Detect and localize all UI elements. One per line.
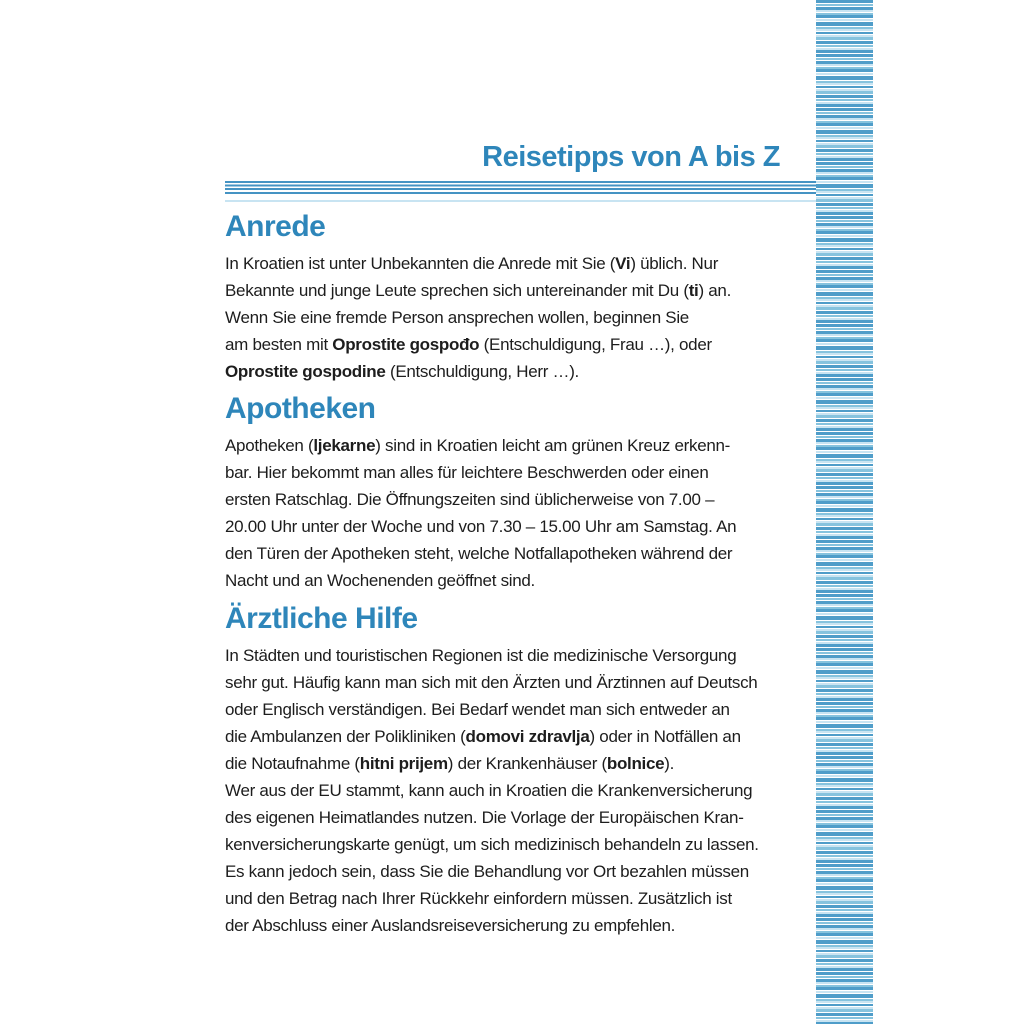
decorative-stripe-band — [816, 0, 873, 1024]
header-rule — [225, 181, 816, 195]
text-line: die Notaufnahme (hitni prijem) der Krankenhäuser (bolnice). — [225, 754, 675, 773]
text-line: kenversicherungskarte genügt, um sich medizinisch behandeln zu lassen. — [225, 835, 759, 854]
text-line: In Städten und touristischen Regionen ist die medizinische Versorgung — [225, 646, 737, 665]
section-apotheken — [225, 392, 816, 594]
section-aerztliche-hilfe — [225, 602, 816, 939]
text-line: die Ambulanzen der Polikliniken (domovi zdravlja) oder in Notfällen an — [225, 727, 741, 746]
text-line: Apotheken (ljekarne) sind in Kroatien leicht am grünen Kreuz erkenn- — [225, 436, 731, 455]
text-line: Wer aus der EU stammt, kann auch in Kroatien die Krankenversicherung — [225, 781, 753, 800]
paragraph — [225, 432, 816, 594]
header-rule-faint-line — [225, 200, 816, 202]
text-line: ersten Ratschlag. Die Öffnungszeiten sind üblicherweise von 7.00 – — [225, 490, 715, 509]
text-line: bar. Hier bekommt man alles für leichtere Beschwerden oder einen — [225, 463, 709, 482]
text-line: Oprostite gospodine (Entschuldigung, Herr …). — [225, 362, 579, 381]
text-line: Bekannte und junge Leute sprechen sich untereinander mit Du (ti) an. — [225, 281, 732, 300]
paragraph — [225, 642, 816, 939]
text-line: oder Englisch verständigen. Bei Bedarf wendet man sich entweder an — [225, 700, 730, 719]
text-line: sehr gut. Häufig kann man sich mit den Ärzten und Ärztinnen auf Deutsch — [225, 673, 758, 692]
text-line: des eigenen Heimatlandes nutzen. Die Vorlage der Europäischen Kran- — [225, 808, 744, 827]
text-line: Wenn Sie eine fremde Person ansprechen wollen, beginnen Sie — [225, 308, 689, 327]
text-line: In Kroatien ist unter Unbekannten die Anrede mit Sie (Vi) üblich. Nur — [225, 254, 719, 273]
section-heading-apotheken: Apotheken — [225, 392, 376, 425]
text-line: den Türen der Apotheken steht, welche Notfallapotheken während der — [225, 544, 733, 563]
section-heading-aerztliche-hilfe: Ärztliche Hilfe — [225, 602, 418, 635]
text-line: Nacht und an Wochenenden geöffnet sind. — [225, 571, 535, 590]
page-title: Reisetipps von A bis Z — [482, 141, 780, 173]
paragraph — [225, 250, 816, 385]
text-line: und den Betrag nach Ihrer Rückkehr einfordern müssen. Zusätzlich ist — [225, 889, 732, 908]
section-heading-anrede: Anrede — [225, 210, 326, 243]
text-line: 20.00 Uhr unter der Woche und von 7.30 – 15.00 Uhr am Samstag. An — [225, 517, 737, 536]
text-line: am besten mit Oprostite gospođo (Entschuldigung, Frau …), oder — [225, 335, 712, 354]
text-line: der Abschluss einer Auslandsreiseversicherung zu empfehlen. — [225, 916, 676, 935]
text-line: Es kann jedoch sein, dass Sie die Behandlung vor Ort bezahlen müssen — [225, 862, 749, 881]
section-anrede — [225, 210, 816, 385]
